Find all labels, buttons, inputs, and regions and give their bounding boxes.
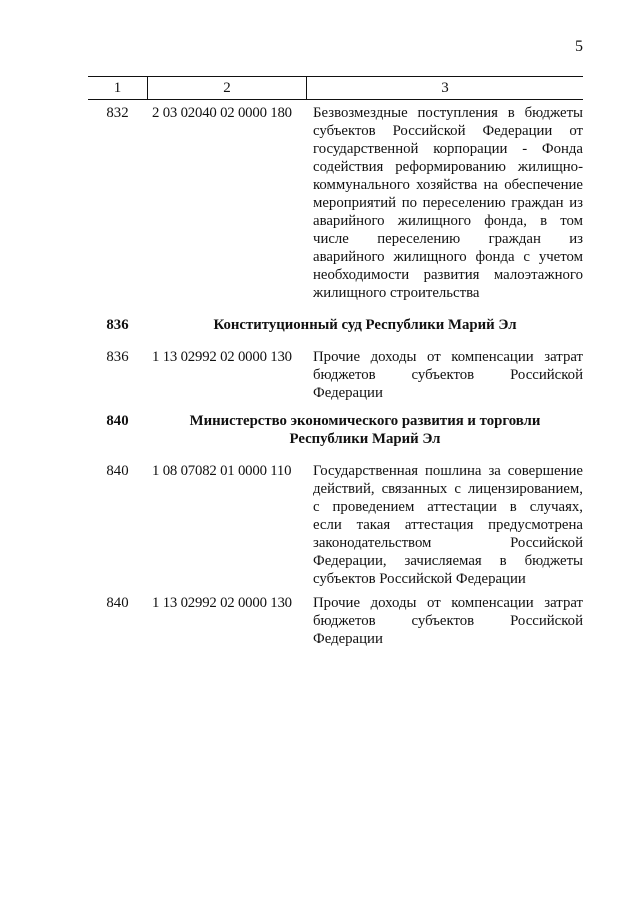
description-line: государственной корпорации - Фонда: [313, 141, 583, 157]
description-line: Федерации, зачисляемая в бюджеты: [313, 553, 583, 569]
organization-name-line: Республики Марий Эл: [289, 431, 441, 447]
description-line: бюджетов субъектов Российской: [313, 367, 583, 383]
revenue-description: [305, 594, 583, 648]
organization-heading: [88, 316, 583, 334]
table-header: [88, 76, 583, 100]
description-line: субъектов Российской Федерации от: [313, 123, 583, 139]
description-line: Прочие доходы от компенсации затрат: [313, 349, 583, 365]
description-line: Федерации: [313, 385, 383, 401]
table-row: [88, 462, 583, 588]
admin-code: 832: [106, 105, 129, 121]
revenue-code: 1 13 02992 02 0000 130: [152, 595, 292, 611]
description-line: законодательством Российской: [313, 535, 583, 551]
column-header-2: 2: [147, 77, 307, 99]
revenue-code: 1 13 02992 02 0000 130: [152, 349, 292, 365]
description-line: аварийного жилищного фонда, в том: [313, 213, 583, 229]
description-line: числе переселению граждан из: [313, 231, 583, 247]
table-row: [88, 594, 583, 648]
organization-heading: [88, 412, 583, 448]
description-line: содействия реформированию жилищно-: [313, 159, 583, 175]
description-line: жилищного строительства: [313, 285, 480, 301]
description-line: Государственная пошлина за совершение: [313, 463, 583, 479]
admin-code: 836: [106, 317, 129, 333]
revenue-code: 1 08 07082 01 0000 110: [152, 463, 292, 479]
admin-code: 840: [106, 595, 129, 611]
table-row: [88, 348, 583, 402]
page-number: 5: [575, 38, 583, 55]
table-row: [88, 104, 583, 302]
description-line: необходимости развития малоэтажного: [313, 267, 583, 283]
description-line: Прочие доходы от компенсации затрат: [313, 595, 583, 611]
organization-name-line: Министерство экономического развития и торговли: [189, 413, 541, 429]
description-line: субъектов Российской Федерации: [313, 571, 526, 587]
revenue-description: [305, 348, 583, 402]
revenue-code: 2 03 02040 02 0000 180: [152, 105, 292, 121]
column-header-1: 1: [113, 79, 122, 96]
column-header-3: 3: [441, 79, 449, 96]
description-line: Федерации: [313, 631, 383, 647]
description-line: бюджетов субъектов Российской: [313, 613, 583, 629]
description-line: аварийного жилищного фонда с учетом: [313, 249, 583, 265]
organization-name-line: Конституционный суд Республики Марий Эл: [213, 317, 517, 333]
admin-code: 840: [106, 463, 129, 479]
description-line: мероприятий по переселению граждан из: [313, 195, 583, 211]
description-line: Безвозмездные поступления в бюджеты: [313, 105, 583, 121]
revenue-description: [305, 104, 583, 302]
description-line: действий, связанных с лицензированием,: [313, 481, 583, 497]
admin-code: 840: [106, 413, 129, 429]
table-body: [88, 104, 583, 648]
description-line: с проведением аттестации в случаях,: [313, 499, 583, 515]
description-line: если такая аттестация предусмотрена: [313, 517, 583, 533]
revenue-description: [305, 462, 583, 588]
organization-name: [147, 412, 583, 448]
admin-code: 836: [106, 349, 129, 365]
description-line: коммунального хозяйства на обеспечение: [313, 177, 583, 193]
organization-name: [147, 316, 583, 334]
